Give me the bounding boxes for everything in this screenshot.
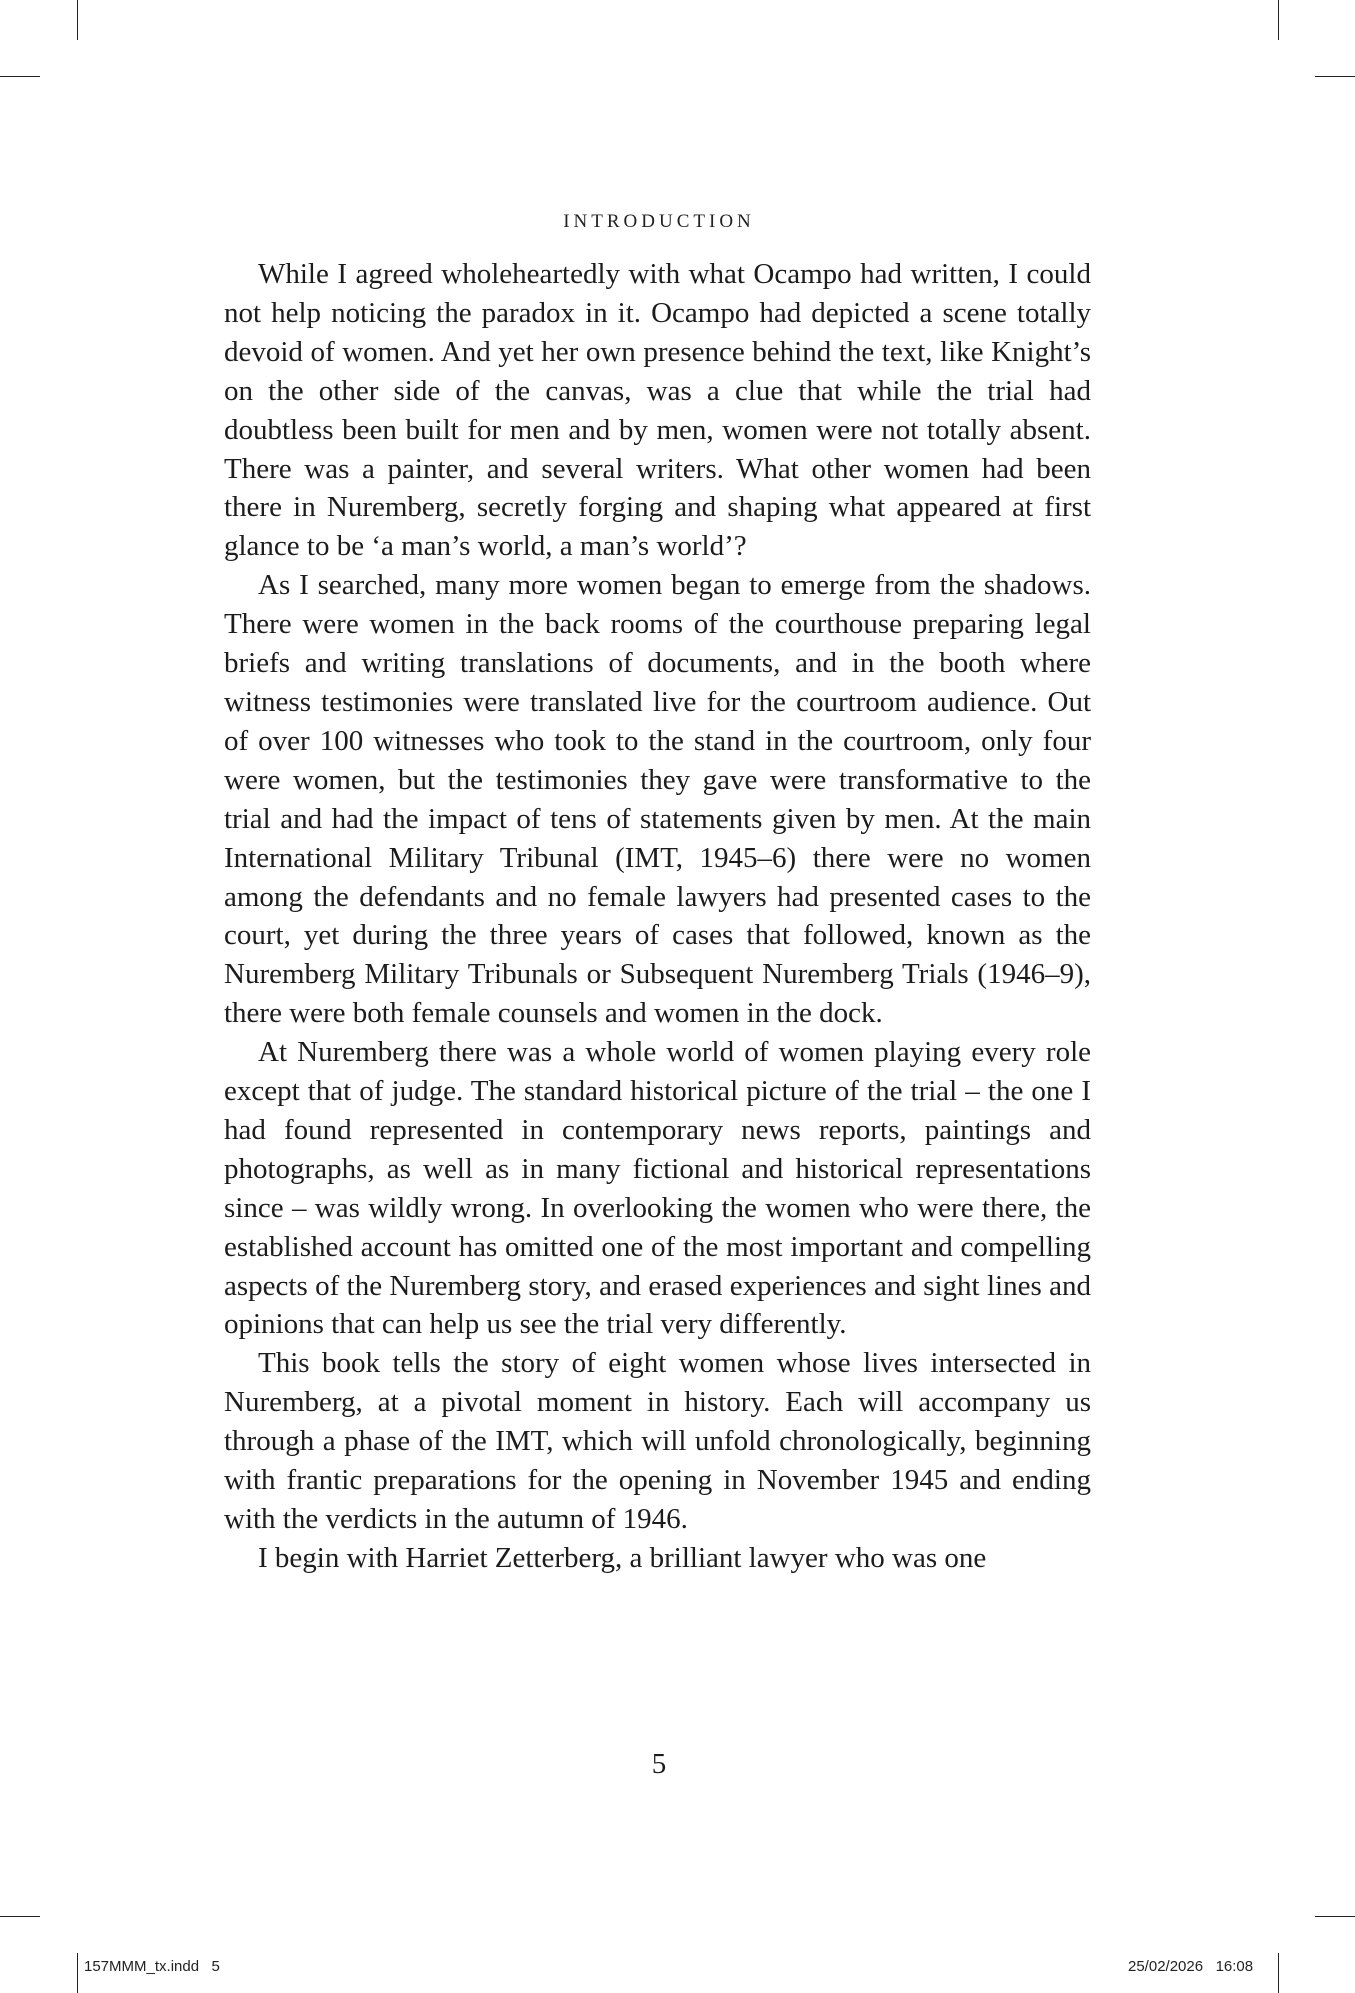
- body-text: [224, 255, 1091, 1578]
- paragraph-4: This book tells the story of eight women whose lives intersected in Nuremberg, at a pivotal moment in history. Each will accompany us through a phase of the IMT, which will unfold chronologically, beginning with frantic preparations for the opening in November 1945 and ending with the verdicts in the autumn of 1946.: [224, 1347, 1091, 1535]
- crop-mark-bottom-right-horizontal: [1315, 1916, 1355, 1917]
- paragraph-3: At Nuremberg there was a whole world of women playing every role except that of judge. The standard historical picture of the trial – the one I had found represented in contemporary news reports, paintings and photographs, as well as in many fictional and historical representations since – was wildly wrong. In overlooking the women who were there, the established account has omitted one of the most important and compelling aspects of the Nuremberg story, and erased experiences and sight lines and opinions that can help us see the trial very differently.: [224, 1036, 1091, 1341]
- paragraph-5: I begin with Harriet Zetterberg, a brilliant lawyer who was one: [258, 1541, 987, 1574]
- page-number: 5: [651, 1748, 667, 1780]
- paragraph-1: While I agreed wholeheartedly with what Ocampo had written, I could not help noticing the paradox in it. Ocampo had depicted a scene totally devoid of women. And yet her own presence behind the text, like Knight’s on the other side of the canvas, was a clue that while the trial had doubtless been built for men and by men, women were not totally absent. There was a painter, and several writers. What other women had been there in Nuremberg, secretly forging and shaping what appeared at first glance to be ‘a man’s world, a man’s world’?: [224, 258, 1091, 563]
- paragraph-2: As I searched, many more women began to emerge from the shadows. There were women in the back rooms of the courthouse preparing legal briefs and writing translations of documents, and in the booth where witness testimonies were translated live for the courtroom audience. Out of over 100 witnesses who took to the stand in the courtroom, only four were women, but the testimonies they gave were transformative to the trial and had the impact of tens of statements given by men. At the main International Military Tribunal (IMT, 1945–6) there were no women among the defendants and no female lawyers had presented cases to the court, yet during the three years of cases that followed, known as the Nuremberg Military Tribunals or Subsequent Nuremberg Trials (1946–9), there were both female counsels and women in the dock.: [224, 569, 1091, 1030]
- running-head: INTRODUCTION: [563, 211, 755, 232]
- crop-mark-bottom-right-vertical: [1278, 1953, 1279, 1993]
- crop-mark-top-right-horizontal: [1315, 76, 1355, 77]
- crop-mark-top-right-vertical: [1278, 0, 1279, 40]
- slug-file-name: 157MMM_tx.indd 5: [84, 1958, 220, 1975]
- crop-mark-top-left-vertical: [77, 0, 78, 40]
- crop-mark-bottom-left-horizontal: [0, 1916, 40, 1917]
- crop-mark-top-left-horizontal: [0, 76, 40, 77]
- crop-mark-bottom-left-vertical: [77, 1953, 78, 1993]
- slug-date-time: 25/02/2026 16:08: [1128, 1958, 1254, 1975]
